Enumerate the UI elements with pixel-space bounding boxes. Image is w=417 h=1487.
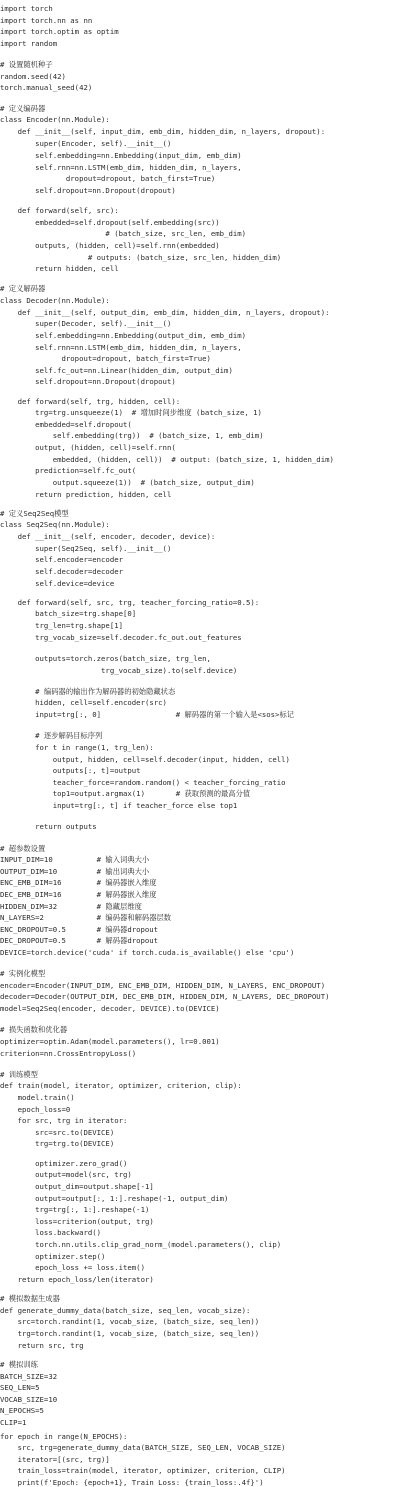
code-line: for t in range(1, trg_len):: [0, 742, 154, 752]
code-line: HIDDEN_DIM=32 # 隐藏层维度: [0, 901, 142, 911]
code-line: def __init__(self, output_dim, emb_dim, hidden_dim, n_layers, dropout):: [0, 307, 330, 317]
code-line: embedded, (hidden, cell)) # output: (batch_size, 1, hidden_dim): [0, 454, 334, 464]
code-line: def generate_dummy_data(batch_size, seq_len, vocab_size):: [0, 1305, 251, 1315]
code-line: hidden, cell=self.encoder(src): [0, 698, 167, 708]
code-line: class Seq2Seq(nn.Module):: [0, 520, 110, 530]
code-line: # 设置随机种子: [0, 60, 53, 70]
code-line: output=output[:, 1:].reshape(-1, output_dim): [0, 1193, 229, 1203]
code-line: INPUT_DIM=10 # 输入词典大小: [0, 855, 150, 865]
code-line: return hidden, cell: [0, 264, 119, 274]
code-line: ENC_DROPOUT=0.5 # 编码器dropout: [0, 924, 159, 934]
code-line: loss=criterion(output, trg): [0, 1216, 154, 1226]
code-line: model=Seq2Seq(encoder, decoder, DEVICE).to(DEVICE): [0, 1004, 220, 1014]
code-line: outputs[:, t]=output: [0, 766, 141, 776]
code-line: def forward(self, trg, hidden, cell):: [0, 396, 181, 406]
code-line: N_LAYERS=2 # 编码器和解码器层数: [0, 913, 172, 923]
code-line: optimizer=optim.Adam(model.parameters(), lr=0.001): [0, 1036, 220, 1046]
code-line: self.embedding(trg)) # (batch_size, 1, emb_dim): [0, 431, 264, 441]
code-line: embedded=self.dropout(self.embedding(src)): [0, 217, 220, 227]
code-line: output_dim=output.shape[-1]: [0, 1182, 154, 1192]
code-line: return src, trg: [0, 1340, 84, 1350]
code-line: for src, trg in iterator:: [0, 1116, 128, 1126]
code-line: prediction=self.fc_out(: [0, 466, 137, 476]
code-line: # 损失函数和优化器: [0, 1025, 68, 1035]
code-line: # 实例化模型: [0, 969, 46, 979]
code-line: self.embedding=nn.Embedding(input_dim, emb_dim): [0, 151, 242, 160]
code-line: # 定义编码器: [0, 103, 46, 113]
code-line: def forward(self, src, trg, teacher_forcing_ratio=0.5):: [0, 597, 260, 607]
code-line: class Encoder(nn.Module):: [0, 115, 110, 125]
code-line: # 定义解码器: [0, 284, 46, 294]
code-line: model.train(): [0, 1093, 75, 1103]
code-line: DEC_DROPOUT=0.5 # 解码器dropout: [0, 936, 159, 946]
code-line: self.dropout=nn.Dropout(dropout): [0, 185, 176, 195]
code-line: src, trg=generate_dummy_data(BATCH_SIZE, SEQ_LEN, VOCAB_SIZE): [0, 1443, 286, 1453]
code-line: import torch.optim as optim: [0, 27, 119, 37]
code-line: # 模拟训练: [0, 1360, 38, 1369]
code-line: self.device=device: [0, 578, 115, 588]
code-line: # 模拟数据生成器: [0, 1294, 60, 1304]
code-line: loss.backward(): [0, 1228, 102, 1238]
code-line: super(Seq2Seq, self).__init__(): [0, 543, 172, 553]
code-line: output, (hidden, cell)=self.rnn(: [0, 443, 176, 453]
code-line: teacher_force=random.random() < teacher_forcing_ratio: [0, 777, 286, 787]
code-line: def train(model, iterator, optimizer, criterion, clip):: [0, 1081, 242, 1091]
code-line: self.embedding=nn.Embedding(output_dim, emb_dim): [0, 330, 247, 340]
code-line: DEC_EMB_DIM=16 # 解码器嵌入维度: [0, 889, 157, 899]
code-line: trg_len=trg.shape[1]: [0, 621, 124, 631]
code-line: top1=output.argmax(1) # 获取预测的最高分值: [0, 789, 251, 799]
code-line: output=model(src, trg): [0, 1170, 132, 1180]
code-line: torch.manual_seed(42): [0, 83, 93, 93]
code-line: self.rnn=nn.LSTM(emb_dim, hidden_dim, n_layers,: [0, 162, 242, 172]
code-line: epoch_loss += loss.item(): [0, 1263, 145, 1273]
code-line: CLIP=1: [0, 1418, 27, 1428]
code-line: self.decoder=decoder: [0, 566, 124, 576]
code-line: output.squeeze(1)) # (batch_size, output_dim): [0, 477, 255, 487]
code-line: # outputs: (batch_size, src_len, hidden_dim): [0, 252, 282, 262]
code-line: super(Encoder, self).__init__(): [0, 139, 172, 149]
code-line: print(f'Epoch: {epoch+1}, Train Loss: {train_loss:.4f}'): [0, 1478, 264, 1487]
code-line: import random: [0, 38, 58, 48]
code-line: dropout=dropout, batch_first=True): [0, 354, 211, 364]
code-line: # 编码器的输出作为解码器的初始隐藏状态: [0, 686, 176, 696]
code-line: # 定义Seq2Seq模型: [0, 508, 69, 518]
code-line: trg=trg.unsqueeze(1) # 增加时间步维度 (batch_size, 1): [0, 408, 262, 418]
code-line: trg=trg[:, 1:].reshape(-1): [0, 1205, 150, 1215]
code-line: trg=torch.randint(1, vocab_size, (batch_size, seq_len)): [0, 1329, 260, 1339]
code-line: def forward(self, src):: [0, 206, 119, 216]
code-line: def __init__(self, input_dim, emb_dim, hidden_dim, n_layers, dropout):: [0, 126, 326, 136]
code-line: BATCH_SIZE=32: [0, 1371, 58, 1381]
code-line: for epoch in range(N_EPOCHS):: [0, 1431, 128, 1441]
code-line: self.fc_out=nn.Linear(hidden_dim, output_dim): [0, 365, 233, 375]
code-line: return outputs: [0, 822, 97, 832]
code-line: # 训练模型: [0, 1069, 38, 1079]
code-line: encoder=Encoder(INPUT_DIM, ENC_EMB_DIM, HIDDEN_DIM, N_LAYERS, ENC_DROPOUT): [0, 980, 326, 990]
code-line: self.rnn=nn.LSTM(emb_dim, hidden_dim, n_layers,: [0, 342, 242, 352]
code-line: optimizer.zero_grad(): [0, 1158, 128, 1168]
code-line: output, hidden, cell=self.decoder(input, hidden, cell): [0, 754, 290, 764]
code-line: input=trg[:, t] if teacher_force else top1: [0, 800, 238, 810]
code-line: trg_vocab_size=self.decoder.fc_out.out_features: [0, 632, 242, 642]
code-line: SEQ_LEN=5: [0, 1383, 40, 1393]
code-line: trg=trg.to(DEVICE): [0, 1139, 115, 1149]
code-line: decoder=Decoder(OUTPUT_DIM, DEC_EMB_DIM, HIDDEN_DIM, N_LAYERS, DEC_DROPOUT): [0, 992, 330, 1002]
code-line: dropout=dropout, batch_first=True): [0, 174, 216, 184]
code-line: src=torch.randint(1, vocab_size, (batch_size, seq_len)): [0, 1317, 260, 1327]
code-line: self.dropout=nn.Dropout(dropout): [0, 377, 176, 387]
code-line: optimizer.step(): [0, 1251, 106, 1261]
code-line: super(Decoder, self).__init__(): [0, 319, 172, 329]
code-line: DEVICE=torch.device('cuda' if torch.cuda.is_available() else 'cpu'): [0, 947, 295, 957]
code-line: N_EPOCHS=5: [0, 1406, 44, 1416]
code-line: criterion=nn.CrossEntropyLoss(): [0, 1048, 137, 1058]
code-line: outputs=torch.zeros(batch_size, trg_len,: [0, 653, 211, 663]
code-line: batch_size=trg.shape[0]: [0, 609, 137, 619]
code-line: VOCAB_SIZE=10: [0, 1394, 58, 1404]
code-line: OUTPUT_DIM=10 # 输出词典大小: [0, 866, 150, 876]
code-line: # (batch_size, src_len, emb_dim): [0, 229, 247, 239]
code-line: # 逐步解码目标序列: [0, 731, 103, 741]
code-line: epoch_loss=0: [0, 1104, 71, 1114]
code-line: ENC_EMB_DIM=16 # 编码器嵌入维度: [0, 878, 157, 888]
code-line: torch.nn.utils.clip_grad_norm_(model.parameters(), clip): [0, 1240, 282, 1250]
code-line: random.seed(42): [0, 71, 66, 81]
code-line: def __init__(self, encoder, decoder, device):: [0, 532, 216, 542]
code-line: return prediction, hidden, cell: [0, 489, 172, 499]
code-line: # 超参数设置: [0, 843, 46, 853]
code-line: class Decoder(nn.Module):: [0, 296, 110, 306]
code-line: input=trg[:, 0] # 解码器的第一个输入是<sos>标记: [0, 710, 295, 720]
code-line: outputs, (hidden, cell)=self.rnn(embedded): [0, 240, 220, 250]
code-line: import torch: [0, 4, 53, 13]
code-line: trg_vocab_size).to(self.device): [0, 665, 238, 675]
code-line: train_loss=train(model, iterator, optimizer, criterion, CLIP): [0, 1466, 286, 1476]
code-line: import torch.nn as nn: [0, 15, 93, 25]
code-line: src=src.to(DEVICE): [0, 1127, 115, 1137]
code-line: iterator=[(src, trg)]: [0, 1454, 110, 1464]
code-line: self.encoder=encoder: [0, 555, 124, 565]
code-line: embedded=self.dropout(: [0, 419, 132, 429]
code-line: return epoch_loss/len(iterator): [0, 1274, 154, 1284]
